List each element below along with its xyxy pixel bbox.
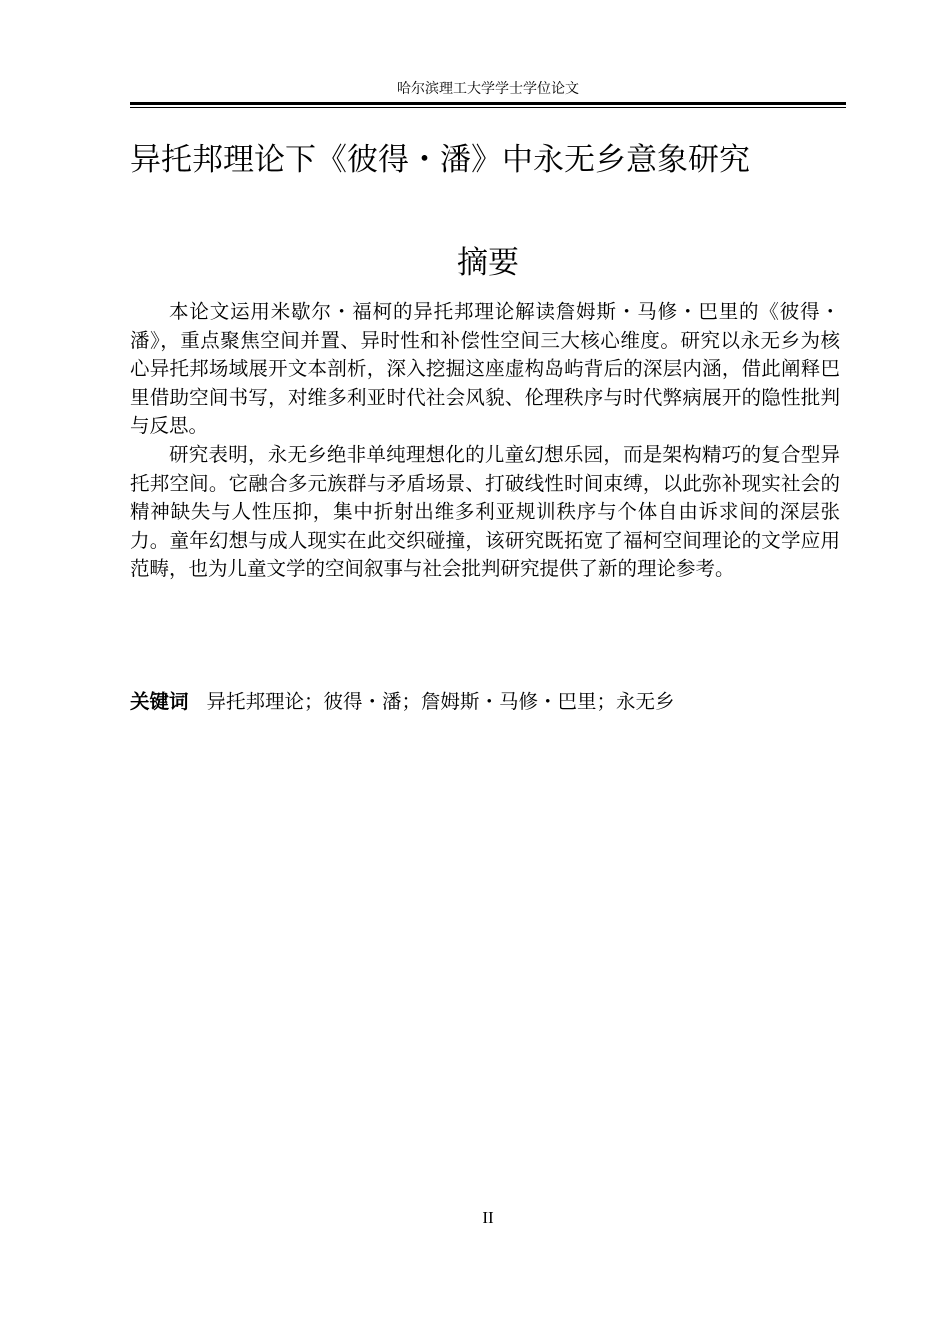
running-header: 哈尔滨理工大学学士学位论文 [397,81,579,97]
keywords-text: 异托邦理论；彼得・潘；詹姆斯・马修・巴里；永无乡 [206,690,675,713]
keywords-label: 关键词 [130,690,189,713]
page-number: II [482,1208,494,1227]
abstract-heading: 摘要 [457,245,519,281]
keywords-line [130,688,846,716]
abstract-body [130,298,840,584]
abstract-paragraph-1: 本论文运用米歇尔・福柯的异托邦理论解读詹姆斯・马修・巴里的《彼得・潘》，重点聚焦空间并置、异时性和补偿性空间三大核心维度。研究以永无乡为核心异托邦场域展开文本剖析，深入挖掘这座虚构岛屿背后的深层内涵，借此阐释巴里借助空间书写，对维多利亚时代社会风貌、伦理秩序与时代弊病展开的隐性批判与反思。 [130,300,840,438]
header-rule-thick [130,102,846,105]
header-rule-thin [130,107,846,108]
abstract-paragraph-2: 研究表明，永无乡绝非单纯理想化的儿童幻想乐园，而是架构精巧的复合型异托邦空间。它融合多元族群与矛盾场景、打破线性时间束缚，以此弥补现实社会的精神缺失与人性压抑，集中折射出维多利亚规训秩序与个体自由诉求间的深层张力。童年幻想与成人现实在此交织碰撞，该研究既拓宽了福柯空间理论的文学应用范畴，也为儿童文学的空间叙事与社会批判研究提供了新的理论参考。 [130,442,840,581]
thesis-title: 异托邦理论下《彼得・潘》中永无乡意象研究 [130,142,750,178]
